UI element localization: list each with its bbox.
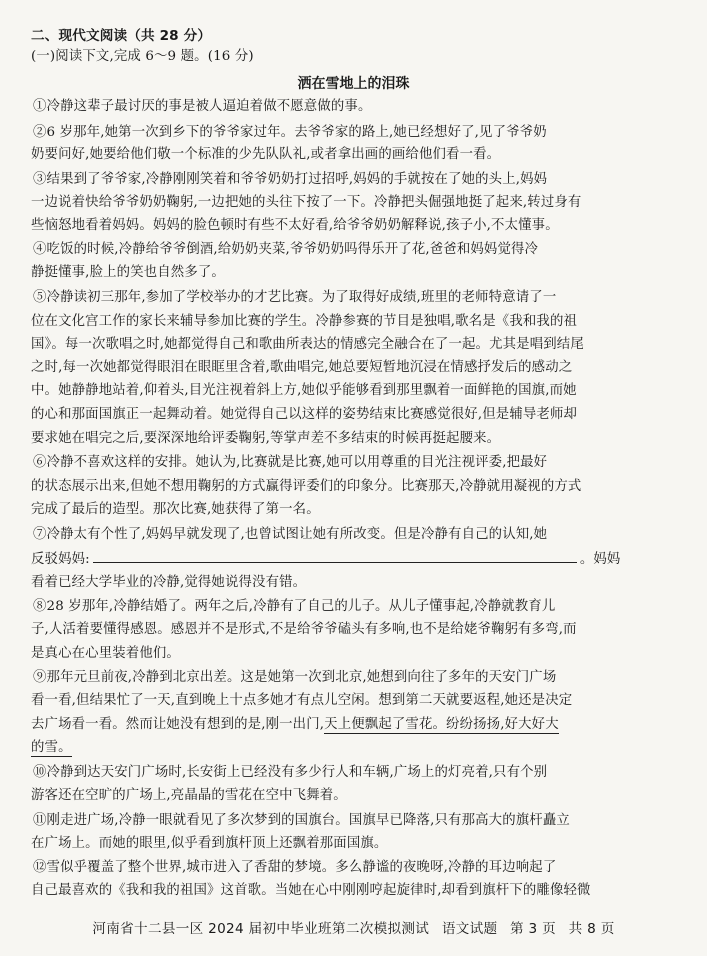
paragraph-line: ⑥冷静不喜欢这样的安排。她认为,比赛就是比赛,她可以用尊重的目光注视评委,把最好 xyxy=(33,455,548,470)
paragraph-line: 之时,每一次她都觉得眼泪在眼眶里含着,歌曲唱完,她总要短暂地沉浸在情感抒发后的感动之 xyxy=(31,360,573,375)
section-subheading: (一)阅读下文,完成 6～9 题。(16 分) xyxy=(31,49,254,64)
fill-in-line xyxy=(31,549,676,569)
paragraph-line: ④吃饭的时候,冷静给爷爷倒酒,给奶奶夹菜,爷爷奶奶吗得乐开了花,爸爸和妈妈觉得冷 xyxy=(33,242,539,257)
paragraph-line: 子,人活着要懂得感恩。感恩并不是形式,不是给爷爷磕头有多响,也不是给姥爷鞠躬有多弯,而 xyxy=(31,622,577,637)
underlined-text: 的雪。 xyxy=(31,740,72,755)
paragraph-line: ⑧28 岁那年,冷静结婚了。两年之后,冷静有了自己的儿子。从儿子懂事起,冷静就教育儿 xyxy=(33,599,556,614)
answer-blank[interactable] xyxy=(93,549,577,563)
paragraph-line: 些恼怒地看着妈妈。妈妈的脸色顿时有些不太好看,给爷爷奶奶解释说,孩子小,不太懂事。 xyxy=(31,218,559,233)
paragraph-line: 国》。每一次歌唱之时,她都觉得自己和歌曲所表达的情感完全融合在了一起。尤其是唱到结尾 xyxy=(31,337,584,352)
article-title: 洒在雪地上的泪珠 xyxy=(297,76,410,92)
subject-name: 语文试题 xyxy=(441,921,498,937)
paragraph-line: ⑨那年元旦前夜,冷静到北京出差。这是她第一次到北京,她想到向往了多年的天安门广场 xyxy=(33,670,557,685)
paragraph-line: 奶要问好,她要给他们敬一个标准的少先队队礼,或者拿出画的画给他们看一看。 xyxy=(31,147,501,162)
paragraph-line: ⑪刚走进广场,冷静一眼就看见了多次梦到的国旗台。国旗早已降落,只有那高大的旗杆矗立 xyxy=(33,813,570,828)
paragraph-line: 静挺懂事,脸上的笑也自然多了。 xyxy=(31,265,225,280)
exam-name: 河南省十二县一区 2024 届初中毕业班第二次模拟测试 xyxy=(92,921,430,937)
paragraph-line-with-underline xyxy=(31,739,676,757)
paragraph-line: ⑦冷静太有个性了,妈妈早就发现了,也曾试图让她有所改变。但是冷静有自己的认知,她 xyxy=(33,527,548,542)
paragraph-line: 中。她静静地站着,仰着头,目光注视着斜上方,她似乎能够看到那里飘着一面鲜艳的国旗,而她 xyxy=(31,383,577,398)
paragraph-line: 看一看,但结果忙了一天,直到晚上十点多她才有点儿空闲。想到第二天就要返程,她还是决定 xyxy=(31,693,573,708)
paragraph-line: 位在文化宫工作的家长来辅导参加比赛的学生。冷静参赛的节目是独唱,歌名是《我和我的祖 xyxy=(31,314,578,329)
paragraph-line: 的状态展示出来,但她不想用鞠躬的方式赢得评委们的印象分。比赛那天,冷静就用凝视的方式 xyxy=(31,479,582,494)
paragraph-line: 看着已经大学毕业的冷静,觉得她说得没有错。 xyxy=(31,575,307,590)
paragraph-line: ⑩冷静到达天安门广场时,长安街上已经没有多少行人和车辆,广场上的灯亮着,只有个别 xyxy=(33,765,548,780)
paragraph-line-with-underline xyxy=(31,716,676,734)
fill-in-suffix: 。妈妈 xyxy=(579,552,621,567)
section-heading: 二、现代文阅读（共 28 分） xyxy=(31,28,212,44)
paragraph-line: 自己最喜欢的《我和我的祖国》这首歌。当她在心中刚刚哼起旋律时,却看到旗杆下的雕像轻微 xyxy=(31,883,591,898)
page-footer xyxy=(0,919,707,939)
plain-text: 去广场看一看。然而让她没有想到的是,刚一出门, xyxy=(31,717,325,732)
paragraph-line: 一边说着快给爷爷奶奶鞠躬,一边把她的头往下按了一下。冷静把头倔强地挺了起来,转过身有 xyxy=(31,195,582,210)
paragraph-line: 要求她在唱完之后,要深深地给评委鞠躬,等掌声差不多结束的时候再挺起腰来。 xyxy=(31,431,501,446)
paragraph-line: ⑤冷静读初三那年,参加了学校举办的才艺比赛。为了取得好成绩,班里的老师特意请了一 xyxy=(33,290,557,305)
paragraph-line: 的心和那面国旗正一起舞动着。她觉得自己以这样的姿势结束比赛感觉很好,但是辅导老师却 xyxy=(31,407,578,422)
fill-in-prefix: 反驳妈妈: xyxy=(31,552,90,567)
paragraph-line: 在广场上。而她的眼里,似乎看到旗杆顶上还飘着那面国旗。 xyxy=(31,836,388,851)
paragraph-line: ③结果到了爷爷家,冷静刚刚笑着和爷爷奶奶打过招呼,妈妈的手就按在了她的头上,妈妈 xyxy=(33,172,548,187)
paragraph-line: ②6 岁那年,她第一次到乡下的爷爷家过年。去爷爷家的路上,她已经想好了,见了爷爷奶 xyxy=(33,125,547,140)
underlined-text: 天上便飘起了雪花。纷纷扬扬,好大好大 xyxy=(324,717,559,732)
paragraph-line: ①冷静这辈子最讨厌的事是被人逼迫着做不愿意做的事。 xyxy=(33,99,372,114)
page-number: 第 3 页 xyxy=(510,921,556,937)
page-total: 共 8 页 xyxy=(568,921,615,937)
paragraph-line: 游客还在空旷的广场上,亮晶晶的雪花在空中飞舞着。 xyxy=(31,788,347,803)
paragraph-line: ⑫雪似乎覆盖了整个世界,城市进入了香甜的梦境。多么静谧的夜晚呀,冷静的耳边响起了 xyxy=(33,860,557,875)
paragraph-line: 完成了最后的造型。那次比赛,她获得了第一名。 xyxy=(31,502,320,517)
paragraph-line: 是真心在心里装着他们。 xyxy=(31,646,180,661)
